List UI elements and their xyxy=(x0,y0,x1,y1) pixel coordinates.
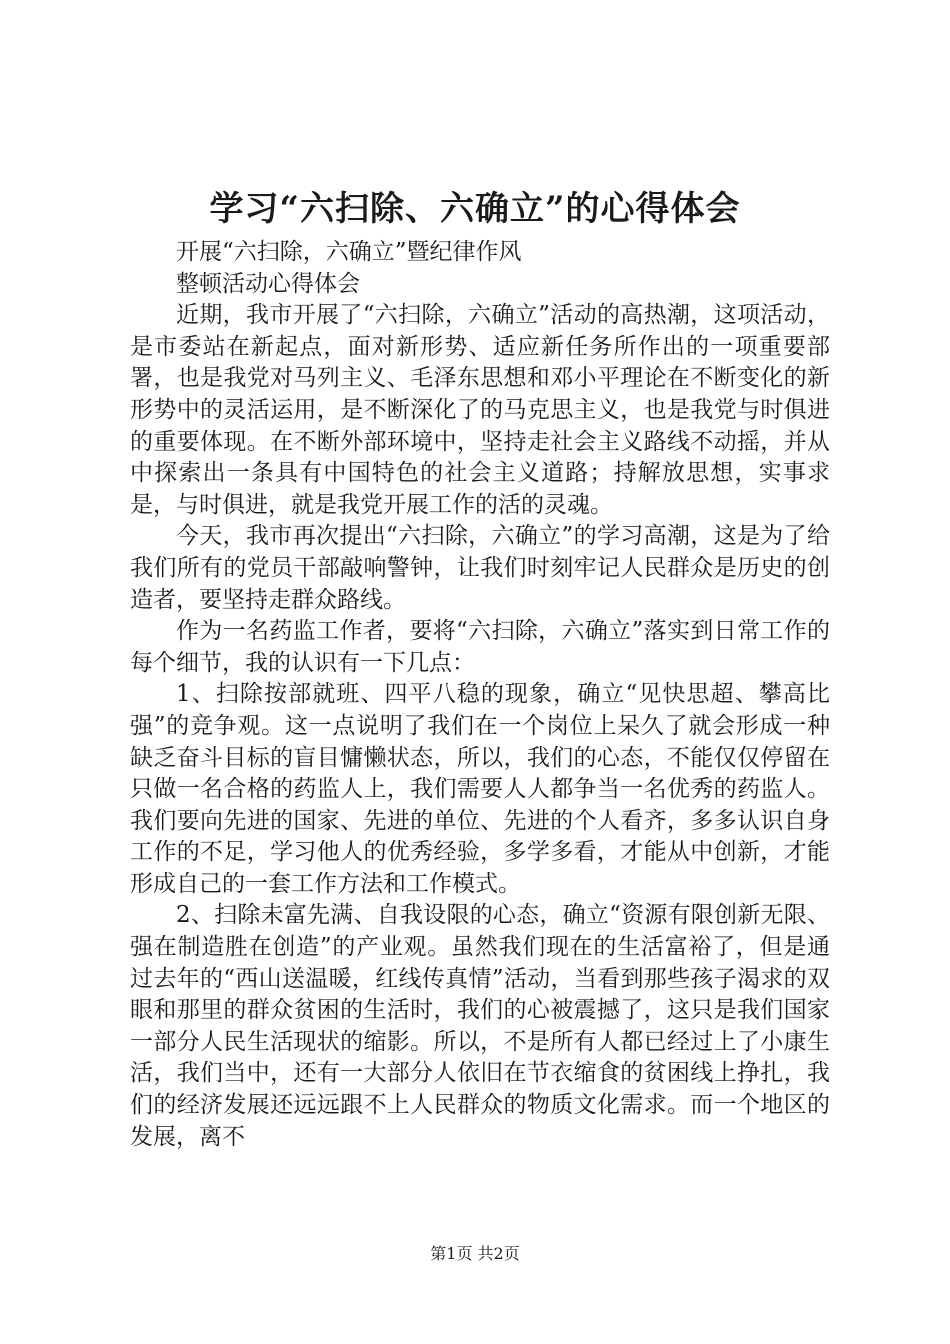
document-body xyxy=(130,237,830,1153)
paragraph-point-1: 1、扫除按部就班、四平八稳的现象，确立“见快思超、攀高比强”的竞争观。这一点说明了我们在一个岗位上呆久了就会形成一种缺乏奋斗目标的盲目慵懒状态，所以，我们的心态，不能仅仅停留在只做一名合格的药监人上，我们需要人人都争当一名优秀的药监人。我们要向先进的国家、先进的单位、先进的个人看齐，多多认识自身工作的不足，学习他人的优秀经验，多学多看，才能从中创新，才能形成自己的一套工作方法和工作模式。 xyxy=(130,681,830,897)
subtitle-line-2: 整顿活动心得体会 xyxy=(176,270,360,297)
document-title: 学习“六扫除、六确立”的心得体会 xyxy=(209,189,741,229)
paragraph-point-2: 2、扫除未富先满、自我设限的心态，确立“资源有限创新无限、强在制造胜在创造”的产业观。虽然我们现在的生活富裕了，但是通过去年的“西山送温暖，红线传真情”活动，当看到那些孩子渴求的双眼和那里的群众贫困的生活时，我们的心被震撼了，这只是我们国家一部分人民生活现状的缩影。所以，不是所有人都已经过上了小康生活，我们当中，还有一大部分人依旧在节衣缩食的贫困线上挣扎，我们的经济发展还远远跟不上人民群众的物质文化需求。而一个地区的发展，离不 xyxy=(130,902,830,1150)
subtitle-line-1: 开展“六扫除，六确立”暨纪律作风 xyxy=(176,239,522,265)
paragraph-role: 作为一名药监工作者，要将“六扫除，六确立”落实到日常工作的每个细节，我的认识有一下几点： xyxy=(130,618,830,676)
page-footer: 第1页 共2页 xyxy=(430,1244,520,1263)
paragraph-today: 今天，我市再次提出“六扫除，六确立”的学习高潮，这是为了给我们所有的党员干部敲响警钟，让我们时刻牢记人民群众是历史的创造者，要坚持走群众路线。 xyxy=(130,523,830,613)
paragraph-intro: 近期，我市开展了“六扫除，六确立”活动的高热潮，这项活动，是市委站在新起点，面对新形势、适应新任务所作出的一项重要部署，也是我党对马列主义、毛泽东思想和邓小平理论在不断变化的新形势中的灵活运用，是不断深化了的马克思主义，也是我党与时俱进的重要体现。在不断外部环境中，坚持走社会主义路线不动摇，并从中探索出一条具有中国特色的社会主义道路；持解放思想，实事求是，与时俱进，就是我党开展工作的活的灵魂。 xyxy=(130,302,830,518)
